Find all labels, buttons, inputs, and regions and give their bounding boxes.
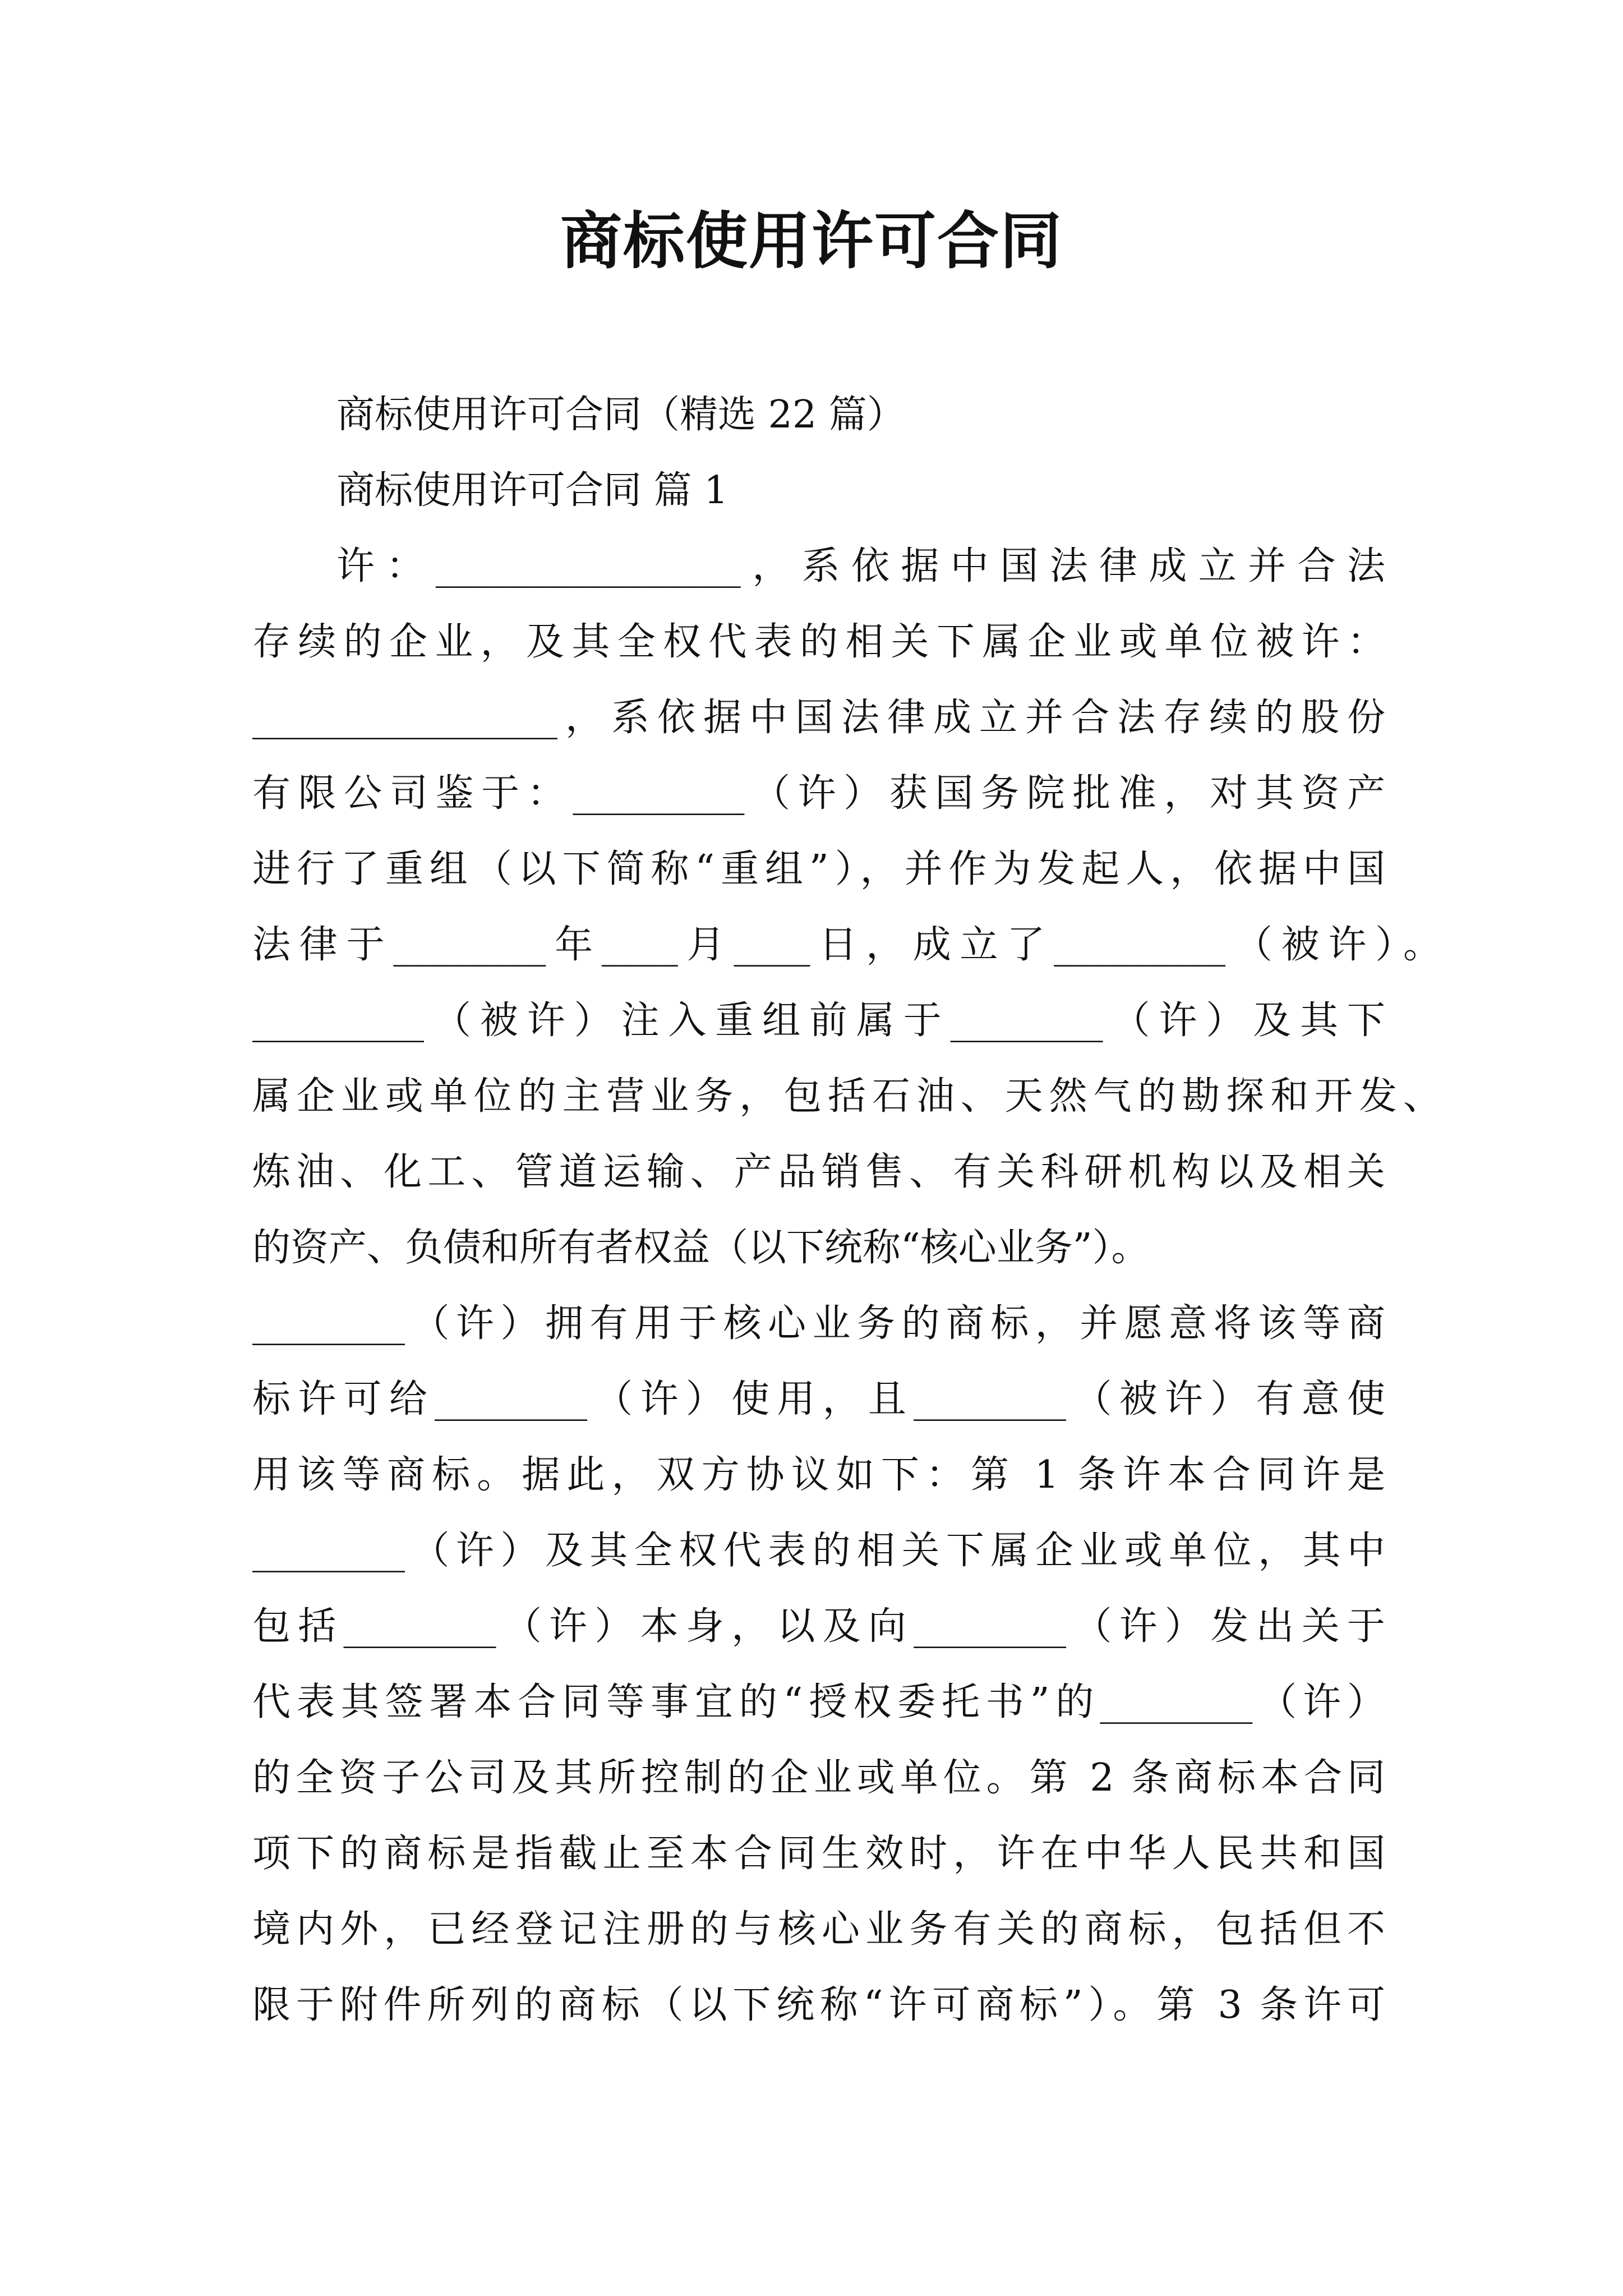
body-line: 限于附件所列的商标（以下统称“许可商标”）。第 3 条许可 — [252, 1983, 1385, 2027]
body-line: ________________，系依据中国法律成立并合法存续的股份 — [252, 696, 1385, 740]
body-line: _________（被许）注入重组前属于________（许）及其下 — [252, 999, 1385, 1043]
body-line: 法律于________年____月____日，成立了_________（被许）。 — [252, 923, 1441, 967]
body-line: 标许可给________（许）使用，且________（被许）有意使 — [252, 1377, 1385, 1421]
body-line: 许：________________，系依据中国法律成立并合法 — [336, 544, 1385, 588]
body-line: 境内外，已经登记注册的与核心业务有关的商标，包括但不 — [252, 1907, 1385, 1952]
body-line: 项下的商标是指截止至本合同生效时，许在中华人民共和国 — [252, 1832, 1385, 1876]
body-line: 炼油、化工、管道运输、产品销售、有关科研机构以及相关 — [252, 1150, 1385, 1194]
body-line: ________（许）拥有用于核心业务的商标，并愿意将该等商 — [252, 1301, 1385, 1346]
section-heading: 商标使用许可合同 篇 1 — [336, 468, 728, 513]
document-subtitle: 商标使用许可合同（精选 22 篇） — [336, 393, 905, 437]
document-title: 商标使用许可合同 — [560, 205, 1063, 277]
body-line: 的资产、负债和所有者权益（以下统称“核心业务”）。 — [252, 1226, 1150, 1270]
body-line: 包括________（许）本身，以及向________（许）发出关于 — [252, 1604, 1385, 1649]
body-line: 用该等商标。据此，双方协议如下：第 1 条许本合同许是 — [252, 1453, 1385, 1497]
body-line: ________（许）及其全权代表的相关下属企业或单位，其中 — [252, 1529, 1385, 1573]
body-line: 进行了重组（以下简称“重组”），并作为发起人，依据中国 — [252, 847, 1385, 891]
body-line: 属企业或单位的主营业务，包括石油、天然气的勘探和开发、 — [252, 1074, 1441, 1119]
body-line: 存续的企业，及其全权代表的相关下属企业或单位被许： — [252, 620, 1385, 664]
body-line: 的全资子公司及其所控制的企业或单位。第 2 条商标本合同 — [252, 1756, 1385, 1800]
body-line: 代表其签署本合同等事宜的“授权委托书”的________（许） — [252, 1680, 1385, 1724]
body-line: 有限公司鉴于：_________（许）获国务院批准，对其资产 — [252, 771, 1385, 816]
